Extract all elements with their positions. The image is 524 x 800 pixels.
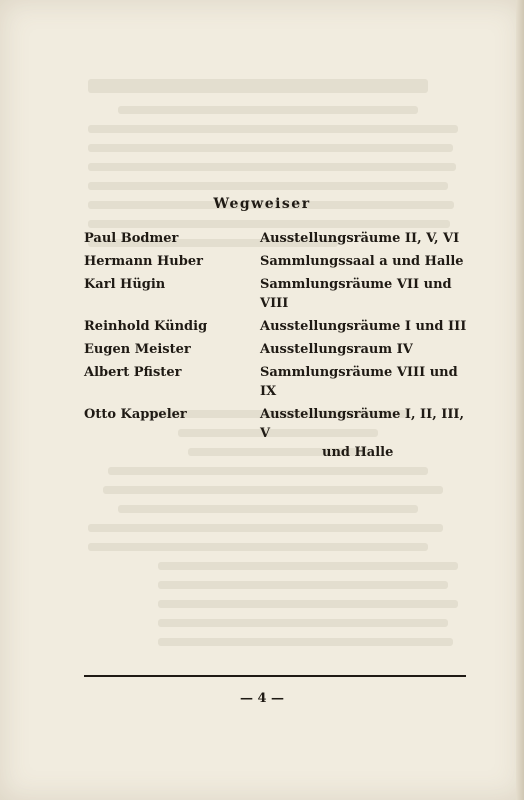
room-location xyxy=(260,405,474,462)
room-text-continued: und Halle xyxy=(322,445,394,460)
list-item xyxy=(84,317,474,336)
room-text: Ausstellungsräume II, V, VI xyxy=(260,231,460,246)
room-text: Sammlungsräume VII und VIII xyxy=(260,277,452,311)
artist-name: Karl Hügin xyxy=(84,277,166,292)
list-item xyxy=(84,275,474,313)
artist-name: Albert Pfister xyxy=(84,365,182,380)
footer-rule xyxy=(84,675,466,677)
room-location xyxy=(260,275,474,313)
artist-name: Reinhold Kündig xyxy=(84,319,208,334)
room-location xyxy=(260,252,474,271)
page-heading: Wegweiser xyxy=(213,196,311,212)
room-text: Ausstellungsräume I und III xyxy=(260,319,467,334)
list-item xyxy=(84,229,474,248)
room-location xyxy=(260,363,474,401)
room-text: Sammlungsräume VIII und IX xyxy=(260,365,458,399)
page-number: — 4 — xyxy=(239,691,285,706)
list-item xyxy=(84,363,474,401)
room-text: Ausstellungsräume I, II, III, V xyxy=(260,407,465,441)
room-location xyxy=(260,340,474,359)
artist-name: Paul Bodmer xyxy=(84,231,179,246)
room-location xyxy=(260,229,474,248)
page-edge xyxy=(516,0,524,800)
room-text: Sammlungssaal a und Halle xyxy=(260,254,464,269)
ghost-title-bar xyxy=(88,78,468,97)
room-location xyxy=(260,317,474,336)
artist-name: Eugen Meister xyxy=(84,342,191,357)
list-item xyxy=(84,340,474,359)
artist-name: Otto Kappeler xyxy=(84,407,187,422)
artist-name: Hermann Huber xyxy=(84,254,203,269)
artist-room-directory xyxy=(84,229,474,466)
list-item xyxy=(84,405,474,462)
list-item xyxy=(84,252,474,271)
room-text: Ausstellungsraum IV xyxy=(260,342,413,357)
